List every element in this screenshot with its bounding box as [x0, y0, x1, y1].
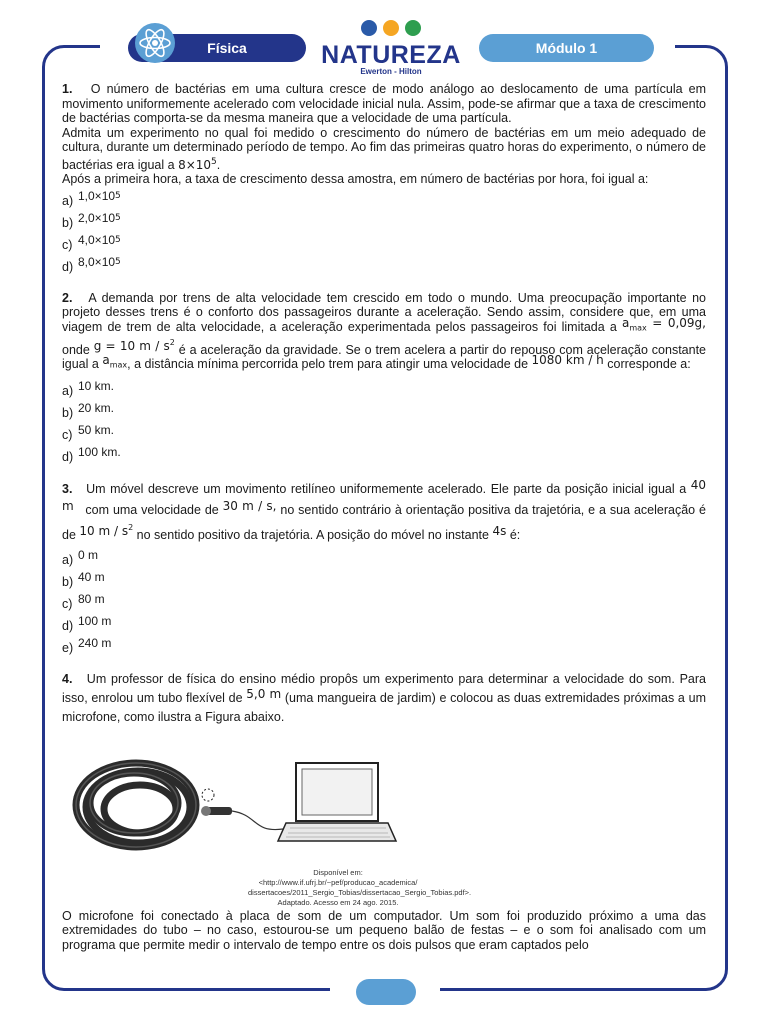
q2-option-d[interactable]	[62, 443, 706, 465]
q4-continuation: O microfone foi conectado à placa de som de um computador. Um som foi produzido próximo a uma das extremidades do tubo – no caso, estourou-se um pequeno balão de festas – e o som foi analisado com um programa que permite medir o intervalo de tempo entre os dois pulsos que eram captados pelo	[62, 908, 706, 952]
option-label: d)	[62, 260, 74, 275]
option-label: b)	[62, 216, 74, 231]
option-value: 20 km.	[78, 401, 115, 416]
brand-logo	[318, 18, 464, 77]
question-1	[62, 82, 706, 275]
option-label: d)	[62, 450, 74, 465]
option-label: a)	[62, 384, 74, 399]
q2-option-b[interactable]	[62, 399, 706, 421]
laptop-icon	[278, 763, 396, 841]
question-3	[62, 479, 706, 656]
option-value: 4,0×10	[78, 233, 116, 248]
atom-icon	[131, 21, 179, 65]
q3-option-d[interactable]	[62, 612, 706, 634]
exercise-list	[62, 82, 706, 966]
option-value: 10 km.	[78, 379, 115, 394]
question-4	[62, 670, 706, 953]
option-value: 100 km.	[78, 445, 121, 460]
option-label: a)	[62, 194, 74, 209]
q3-option-a[interactable]	[62, 546, 706, 568]
q3-option-e[interactable]	[62, 634, 706, 656]
option-label: d)	[62, 619, 74, 634]
q1-paragraph-2: Admita um experimento no qual foi medido o crescimento do número de bactérias em um meio adequado de cultura, durante um determinado período de tempo. Ao fim das primeiras quatro horas do experimento, o número de bactérias era igual a $8\times 10^5$.	[62, 125, 706, 172]
option-label: a)	[62, 553, 74, 568]
option-exponent: 5	[115, 235, 121, 246]
option-label: b)	[62, 406, 74, 421]
experiment-figure	[68, 743, 472, 908]
q2-option-a[interactable]	[62, 377, 706, 399]
option-value: 0 m	[78, 548, 99, 563]
hose-microphone-laptop-illustration	[68, 743, 398, 863]
q4-statement: 4. Um professor de física do ensino médio propôs um experimento para determinar a velocidade do som. Para isso, enrolou um tubo flexível de 5,0 m (uma mangueira de jardim) e colocou as duas extremidades próximas a um microfone, como ilustra a Figura abaixo.	[62, 671, 706, 724]
option-exponent: 5	[115, 191, 121, 202]
option-value: 50 km.	[78, 423, 115, 438]
q3-statement: 3. Um móvel descreve um movimento retilíneo uniformemente acelerado. Ele parte da posição inicial igual a 40 m com uma velocidade de 30 m / s, no sentido contrário à orientação positiva da trajetória, e a sua aceleração é de 10 m / $s^2$ no sentido positivo da trajetória. A posição do móvel no instante 4s é:	[62, 477, 707, 542]
module-badge: Módulo 1	[479, 34, 654, 62]
q1-option-d[interactable]	[62, 253, 706, 275]
question-2	[62, 291, 706, 465]
option-exponent: 5	[115, 257, 121, 268]
option-label: c)	[62, 597, 73, 612]
page-number-pill	[356, 979, 416, 1005]
option-exponent: 5	[115, 213, 121, 224]
option-label: b)	[62, 575, 74, 590]
brand-dots-icon	[358, 18, 424, 38]
q2-statement: 2. A demanda por trens de alta velocidade tem crescido em todo o mundo. Uma preocupação importante no projeto desses trens é o conforto dos passageiros durante a aceleração. Sendo assim, considere que, em uma viagem de trem de alta velocidade, a aceleração experimentada pelos passageiros foi limitada a $a_{max} = 0,09g$, onde g = 10 m / $s^2$ é a aceleração da gravidade. Se o trem acelera a partir do repouso com aceleração constante igual a $a_{max}$, a distância mínima percorrida pelo trem para atingir uma velocidade de 1080 km / h corresponde a:	[62, 290, 706, 372]
q1-option-a[interactable]	[62, 187, 706, 209]
q1-option-c[interactable]	[62, 231, 706, 253]
figure-caption: Disponível em: <http://www.if.ufrj.br/~pef/producao_academica/ dissertacoes/2011_Sergio_Tobias/dissertacao_Sergio_Tobias.pdf>. Adaptado. Acesso em 24 ago. 2015.	[248, 868, 472, 908]
option-value: 1,0×10	[78, 189, 116, 204]
q1-paragraph-1: 1. O número de bactérias em uma cultura cresce de modo análogo ao deslocamento de uma partícula em movimento uniformemente acelerado com velocidade inicial nula. Assim, pode-se afirmar que a taxa de crescimento de bactérias comporta-se da mesma maneira que a velocidade de uma partícula.	[62, 82, 707, 125]
option-value: 8,0×10	[78, 255, 116, 270]
q2-option-c[interactable]	[62, 421, 706, 443]
option-value: 2,0×10	[78, 211, 116, 226]
brand-name: NATUREZA	[321, 41, 461, 69]
option-value: 40 m	[78, 570, 105, 585]
q1-option-b[interactable]	[62, 209, 706, 231]
brand-authors: Ewerton - Hilton	[360, 67, 422, 76]
option-value: 240 m	[78, 636, 112, 651]
option-label: c)	[62, 428, 73, 443]
q3-option-b[interactable]	[62, 568, 706, 590]
option-label: c)	[62, 238, 73, 253]
option-label: e)	[62, 641, 74, 656]
q3-option-c[interactable]	[62, 590, 706, 612]
option-value: 100 m	[78, 614, 112, 629]
subject-label: Física	[207, 40, 247, 56]
option-value: 80 m	[78, 592, 105, 607]
q1-paragraph-3: Após a primeira hora, a taxa de crescimento dessa amostra, em número de bactérias por hora, foi igual a:	[62, 172, 649, 187]
